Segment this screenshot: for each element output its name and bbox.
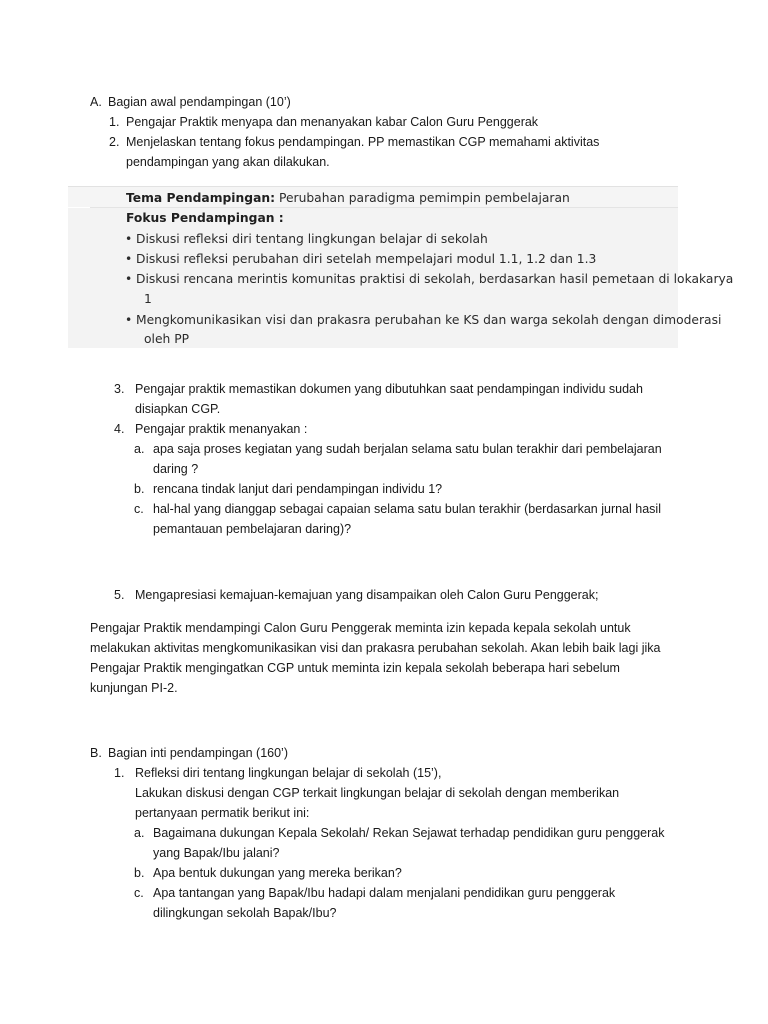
item-b1a-marker: a. (134, 826, 145, 840)
item-4b-line1: rencana tindak lanjut dari pendampingan individu 1? (153, 482, 443, 496)
bullet-marker: • (125, 313, 133, 327)
paragraph-line-3: Pengajar Praktik mengingatkan CGP untuk meminta izin kepala sekolah beberapa hari sebelum (90, 661, 620, 675)
item-5-number: 5. (114, 588, 125, 602)
item-b1a-line2: yang Bapak/Ibu jalani? (153, 846, 280, 860)
fokus-bullet-1: Diskusi refleksi diri tentang lingkungan belajar di sekolah (136, 232, 488, 246)
item-a1-text: Pengajar Praktik menyapa dan menanyakan kabar Calon Guru Penggerak (126, 115, 539, 129)
item-b1-line2: Lakukan diskusi dengan CGP terkait lingkungan belajar di sekolah dengan memberikan (135, 786, 620, 800)
section-b-marker: B. (90, 746, 102, 760)
fokus-bullet-2: Diskusi refleksi perubahan diri setelah mempelajari modul 1.1, 1.2 dan 1.3 (136, 252, 597, 266)
bullet-marker: • (125, 272, 133, 286)
item-4-number: 4. (114, 422, 125, 436)
item-a2-line2: pendampingan yang akan dilakukan. (126, 155, 330, 169)
item-5-line1: Mengapresiasi kemajuan-kemajuan yang disampaikan oleh Calon Guru Penggerak; (135, 588, 599, 602)
fokus-bullet-3-line2: 1 (144, 292, 152, 306)
item-b1-line1: Refleksi diri tentang lingkungan belajar di sekolah (15’), (135, 766, 442, 780)
item-4b-marker: b. (134, 482, 145, 496)
item-4c-line2: pemantauan pembelajaran daring)? (153, 522, 352, 536)
item-a2-number: 2. (109, 135, 120, 149)
item-a1-number: 1. (109, 115, 120, 129)
item-a2-line1: Menjelaskan tentang fokus pendampingan. PP memastikan CGP memahami aktivitas (126, 135, 600, 149)
item-b1-number: 1. (114, 766, 125, 780)
item-4c-line1: hal-hal yang dianggap sebagai capaian selama satu bulan terakhir (berdasarkan jurnal hasil (153, 502, 661, 516)
bullet-marker: • (125, 252, 133, 266)
item-b1a-line1: Bagaimana dukungan Kepala Sekolah/ Rekan Sejawat terhadap pendidikan guru penggerak (153, 826, 665, 840)
item-3-number: 3. (114, 382, 125, 396)
item-b1c-marker: c. (134, 886, 144, 900)
item-b1b-line1: Apa bentuk dukungan yang mereka berikan? (153, 866, 402, 880)
fokus-bullet-3-line1: Diskusi rencana merintis komunitas praktisi di sekolah, berdasarkan hasil pemetaan di lokakarya (136, 272, 734, 286)
section-b-title: Bagian inti pendampingan (160’) (108, 746, 288, 760)
item-4a-marker: a. (134, 442, 145, 456)
tema-value: Perubahan paradigma pemimpin pembelajaran (278, 191, 570, 205)
fokus-label: Fokus Pendampingan : (126, 211, 284, 225)
paragraph-line-4: kunjungan PI-2. (90, 681, 178, 695)
tema-row-text (126, 188, 570, 208)
item-b1b-marker: b. (134, 866, 145, 880)
item-4-line1: Pengajar praktik menanyakan : (135, 422, 308, 436)
paragraph-line-2: melakukan aktivitas mengkomunikasikan visi dan prakasra perubahan sekolah. Akan lebih baik lagi jika (90, 641, 661, 655)
fokus-bullet-4-line2: oleh PP (144, 332, 190, 346)
item-4a-line1: apa saja proses kegiatan yang sudah berjalan selama satu bulan terakhir dari pembelajaran (153, 442, 662, 456)
item-b1-line3: pertanyaan permatik berikut ini: (135, 806, 310, 820)
section-a-marker: A. (90, 95, 102, 109)
item-3-line2: disiapkan CGP. (135, 402, 221, 416)
item-3-line1: Pengajar praktik memastikan dokumen yang dibutuhkan saat pendampingan individu sudah (135, 382, 643, 396)
item-b1c-line1: Apa tantangan yang Bapak/Ibu hadapi dalam menjalani pendidikan guru penggerak (153, 886, 616, 900)
bullet-marker: • (125, 232, 133, 246)
box-separator (68, 207, 90, 208)
item-4c-marker: c. (134, 502, 144, 516)
item-b1c-line2: dilingkungan sekolah Bapak/Ibu? (153, 906, 337, 920)
paragraph-line-1: Pengajar Praktik mendampingi Calon Guru Penggerak meminta izin kepada kepala sekolah untuk (90, 621, 631, 635)
fokus-bullet-4-line1: Mengkomunikasikan visi dan prakasra perubahan ke KS dan warga sekolah dengan dimoderasi (136, 313, 722, 327)
tema-label: Tema Pendampingan: (126, 191, 276, 205)
item-4a-line2: daring ? (153, 462, 199, 476)
section-a-title: Bagian awal pendampingan (10’) (108, 95, 291, 109)
